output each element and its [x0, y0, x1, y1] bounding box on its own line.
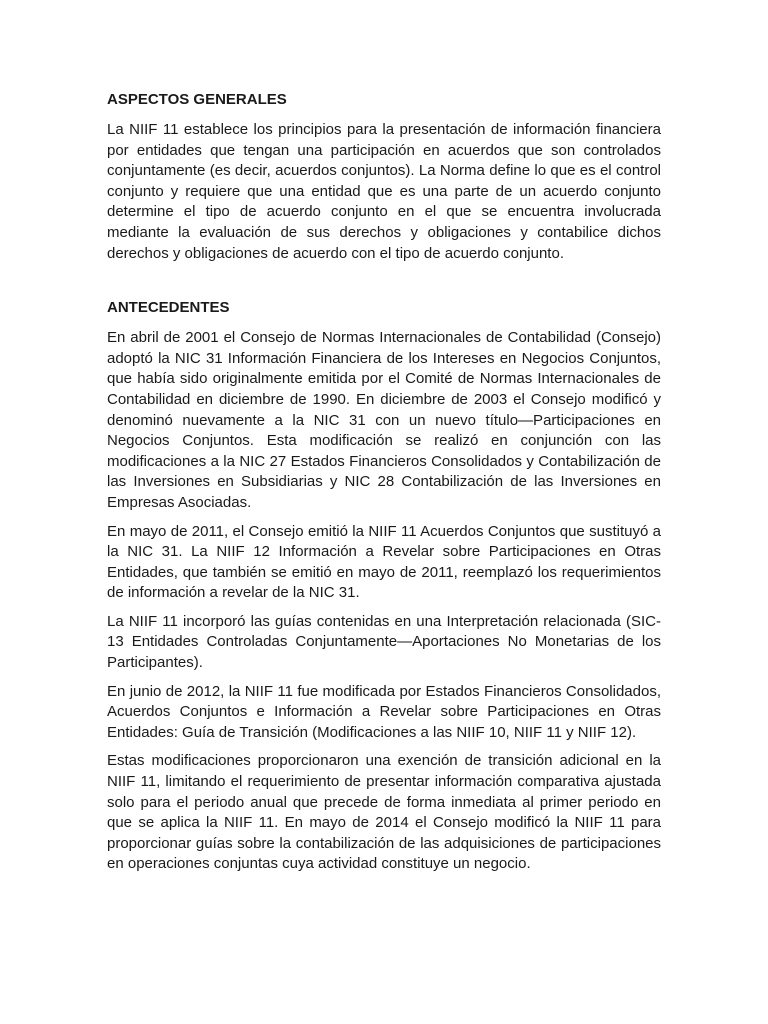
document-page	[107, 90, 661, 883]
section-heading: ASPECTOS GENERALES	[107, 91, 287, 108]
section-antecedentes	[107, 298, 661, 875]
section-aspectos-generales	[107, 90, 661, 264]
section-heading: ANTECEDENTES	[107, 299, 230, 317]
paragraph: La NIIF 11 incorporó las guías contenidas en una Interpretación relacionada (SIC-13 Entidades Controladas Conjuntamente—Aportaciones No Monetarias de los Participantes).	[107, 612, 661, 672]
paragraph: En abril de 2001 el Consejo de Normas Internacionales de Contabilidad (Consejo) adoptó la NIC 31 Información Financiera de los Intereses en Negocios Conjuntos, que había sido originalmente emitida por el Comité de Normas Internacionales de Contabilidad en diciembre de 1990. En diciembre de 2003 el Consejo modificó y denominó nuevamente a la NIC 31 con un nuevo título—Participaciones en Negocios Conjuntos. Esta modificación se realizó en conjunción con las modificaciones a la NIC 27 Estados Financieros Consolidados y Contabilización de las Inversiones en Subsidiarias y NIC 28 Contabilización de las Inversiones en Empresas Asociadas.	[107, 329, 661, 511]
paragraph: Estas modificaciones proporcionaron una exención de transición adicional en la NIIF 11, limitando el requerimiento de presentar información comparativa ajustada solo para el periodo anual que precede de forma inmediata al primer periodo en que se aplica la NIIF 11. En mayo de 2014 el Consejo modificó la NIIF 11 para proporcionar guías sobre la contabilización de las adquisiciones de participaciones en operaciones conjuntas cuya actividad constituye un negocio.	[107, 752, 661, 873]
paragraph: En mayo de 2011, el Consejo emitió la NIIF 11 Acuerdos Conjuntos que sustituyó a la NIC 31. La NIIF 12 Información a Revelar sobre Participaciones en Otras Entidades, que también se emitió en mayo de 2011, reemplazó los requerimientos de información a revelar de la NIC 31.	[107, 522, 661, 602]
paragraph: La NIIF 11 establece los principios para la presentación de información financiera por entidades que tengan una participación en acuerdos que son controlados conjuntamente (es decir, acuerdos conjuntos). La Norma define lo que es el control conjunto y requiere que una entidad que es una parte de un acuerdo conjunto determine el tipo de acuerdo conjunto en el que se encuentra involucrada mediante la evaluación de sus derechos y obligaciones y contabilice dichos derechos y obligaciones de acuerdo con el tipo de acuerdo conjunto.	[107, 121, 661, 262]
paragraph: En junio de 2012, la NIIF 11 fue modificada por Estados Financieros Consolidados, Acuerdos Conjuntos e Información a Revelar sobre Participaciones en Otras Entidades: Guía de Transición (Modificaciones a las NIIF 10, NIIF 11 y NIIF 12).	[107, 682, 661, 741]
